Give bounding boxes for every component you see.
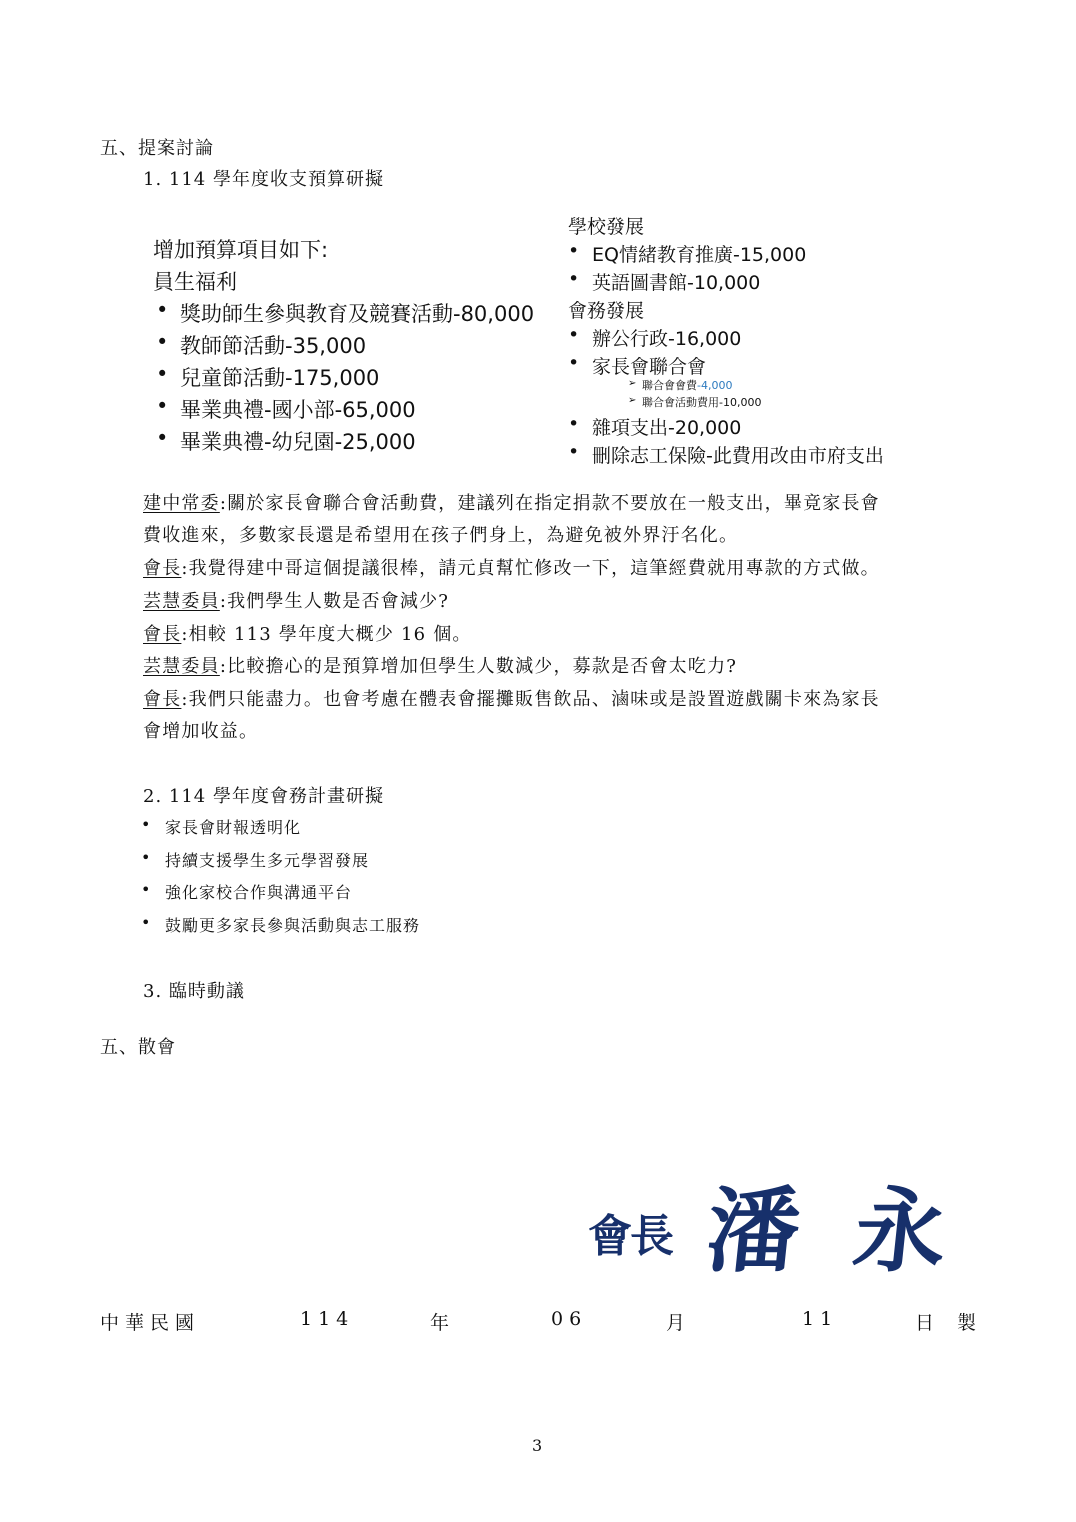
budget-heading: 增加預算項目如下: bbox=[153, 238, 329, 262]
item2-title: 2. 114 學年度會務計畫研擬 bbox=[143, 786, 384, 807]
budget-sub-item: ➢ 聯合會活動費用-10,000 bbox=[642, 394, 761, 410]
budget-item: • 畢業典禮-幼兒園-25,000 bbox=[180, 426, 416, 456]
budget-item: • 畢業典禮-國小部-65,000 bbox=[180, 394, 416, 424]
budget-item: • 教師節活動-35,000 bbox=[180, 330, 366, 360]
item3-title: 3. 臨時動議 bbox=[143, 981, 245, 1002]
date-day-unit: 日 bbox=[915, 1312, 936, 1334]
discussion-line bbox=[143, 554, 880, 580]
plan-item: • 家長會財報透明化 bbox=[165, 815, 301, 838]
utterance: :比較擔心的是預算增加但學生人數減少，募款是否會太吃力? bbox=[219, 656, 738, 677]
budget-item: • 獎助師生參與教育及競賽活動-80,000 bbox=[180, 298, 534, 328]
speaker: 會長 bbox=[143, 624, 182, 645]
plan-item: • 強化家校合作與溝通平台 bbox=[165, 880, 352, 903]
utterance: :相較 113 學年度大概少 16 個。 bbox=[181, 624, 472, 645]
speaker: 會長 bbox=[143, 558, 182, 579]
date-month: 06 bbox=[551, 1308, 588, 1330]
budget-item: • EQ情緒教育推廣-15,000 bbox=[592, 240, 806, 267]
speaker: 會長 bbox=[143, 689, 182, 710]
speaker: 芸慧委員 bbox=[143, 591, 220, 612]
item1-title: 1. 114 學年度收支預算研擬 bbox=[143, 169, 384, 190]
discussion-line bbox=[143, 489, 880, 515]
section-heading-adjourn: 五、散會 bbox=[100, 1037, 176, 1058]
budget-item: • 英語圖書館-10,000 bbox=[592, 268, 760, 295]
utterance: :我覺得建中哥這個提議很棒，請元貞幫忙修改一下，這筆經費就用專款的方式做。 bbox=[181, 558, 880, 579]
discussion-line bbox=[143, 717, 258, 743]
budget-item: • 兒童節活動-175,000 bbox=[180, 362, 379, 392]
date-line bbox=[0, 1308, 1076, 1338]
budget-group-welfare: 員生福利 bbox=[153, 270, 237, 294]
plan-item: • 鼓勵更多家長參與活動與志工服務 bbox=[165, 913, 420, 936]
speaker: 建中常委 bbox=[143, 493, 220, 514]
budget-group-school: 學校發展 bbox=[568, 216, 645, 238]
budget-item: • 辦公行政-16,000 bbox=[592, 324, 741, 351]
plan-item: • 持續支援學生多元學習發展 bbox=[165, 848, 369, 871]
budget-group-association: 會務發展 bbox=[568, 300, 645, 322]
utterance: :關於家長會聯合會活動費，建議列在指定捐款不要放在一般支出，畢竟家長會 bbox=[219, 493, 880, 514]
section-heading-proposal: 五、提案討論 bbox=[100, 138, 214, 159]
budget-item: • 家長會聯合會 bbox=[592, 352, 706, 379]
utterance: 會增加收益。 bbox=[143, 721, 259, 742]
page-number: 3 bbox=[532, 1436, 544, 1455]
date-year: 114 bbox=[300, 1308, 355, 1330]
date-day: 11 bbox=[802, 1308, 839, 1330]
discussion-line bbox=[143, 685, 880, 711]
speaker: 芸慧委員 bbox=[143, 656, 220, 677]
budget-item: • 刪除志工保險-此費用改由市府支出 bbox=[592, 441, 884, 468]
signature-name-2: 永 bbox=[848, 1177, 952, 1285]
date-year-unit: 年 bbox=[430, 1312, 451, 1334]
discussion-line bbox=[143, 587, 449, 613]
utterance: 費收進來，多數家長還是希望用在孩子們身上，為避免被外界汙名化。 bbox=[143, 525, 739, 546]
signature-title: 會長 bbox=[588, 1211, 672, 1262]
utterance: :我們學生人數是否會減少? bbox=[219, 591, 450, 612]
date-prefix: 中華民國 bbox=[100, 1312, 201, 1334]
sub-item-value: -4,000 bbox=[697, 379, 733, 392]
date-suffix: 製 bbox=[957, 1312, 978, 1334]
discussion-line bbox=[143, 521, 738, 547]
budget-item: • 雜項支出-20,000 bbox=[592, 413, 741, 440]
date-month-unit: 月 bbox=[666, 1312, 687, 1334]
utterance: :我們只能盡力。也會考慮在體表會擺攤販售飲品、滷味或是設置遊戲關卡來為家長 bbox=[181, 689, 880, 710]
signature-name-1: 潘 bbox=[701, 1177, 805, 1285]
discussion-line bbox=[143, 652, 737, 678]
budget-sub-item bbox=[642, 377, 732, 393]
sub-item-label: 聯合會會費 bbox=[642, 379, 697, 392]
discussion-line bbox=[143, 620, 472, 646]
